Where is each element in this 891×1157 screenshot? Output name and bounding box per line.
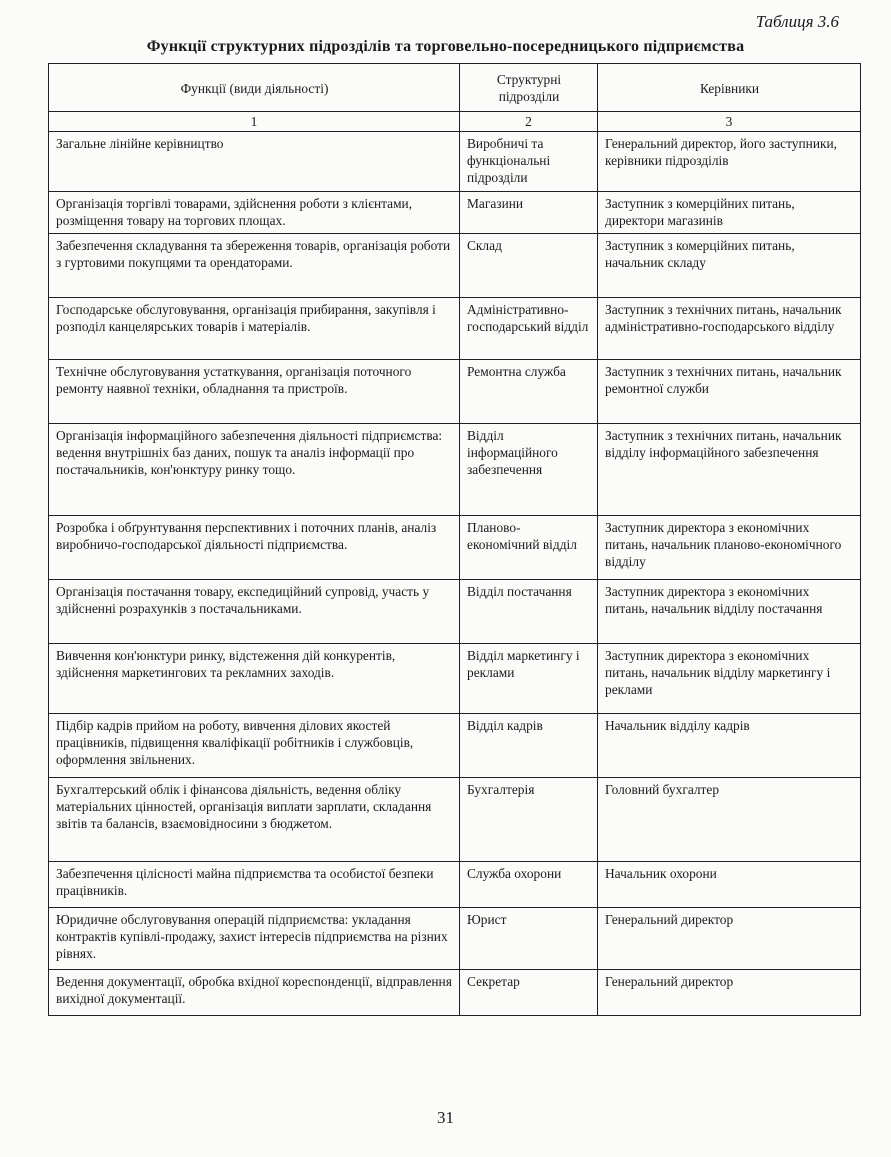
function-cell: Організація інформаційного забезпечення діяльності підприємства: ведення внутрішніх баз даних, пошук та аналіз інформації про постачальників, кон'юнктуру ринку тощо.: [49, 424, 460, 516]
function-cell: Бухгалтерський облік і фінансова діяльність, ведення обліку матеріальних цінностей, організація виплати зарплати, складання звітів та балансів, взаємовідносини з бюджетом.: [49, 778, 460, 862]
unit-cell: Відділ постачання: [460, 580, 598, 644]
table-row: [49, 970, 861, 1016]
function-cell: Ведення документації, обробка вхідної кореспонденції, відправлення вихідної документації.: [49, 970, 460, 1016]
header-functions: Функції (види діяльності): [49, 64, 460, 112]
manager-cell: Головний бухгалтер: [598, 778, 861, 862]
header-units: Структурні підрозділи: [460, 64, 598, 112]
manager-cell: Заступник з технічних питань, начальник відділу інформаційного забезпечення: [598, 424, 861, 516]
table-row: [49, 234, 861, 298]
unit-cell: Ремонтна служба: [460, 360, 598, 424]
table-row: [49, 778, 861, 862]
function-cell: Вивчення кон'юнктури ринку, відстеження дій конкурентів, здійснення маркетингових та рекламних заходів.: [49, 644, 460, 714]
table-row: [49, 908, 861, 970]
function-cell: Підбір кадрів прийом на роботу, вивчення ділових якостей працівників, підвищення кваліфікації робітників і службовців, оформлення звільнених.: [49, 714, 460, 778]
manager-cell: Генеральний директор, його заступники, керівники підрозділів: [598, 132, 861, 192]
function-cell: Загальне лінійне керівництво: [49, 132, 460, 192]
table-row: [49, 192, 861, 234]
function-cell: Господарське обслуговування, організація прибирання, закупівля і розподіл канцелярських товарів і матеріалів.: [49, 298, 460, 360]
table-row: [49, 298, 861, 360]
manager-cell: Заступник з комерційних питань, директори магазинів: [598, 192, 861, 234]
table-header-row: [49, 64, 861, 112]
unit-cell: Відділ маркетингу і реклами: [460, 644, 598, 714]
manager-cell: Генеральний директор: [598, 970, 861, 1016]
unit-cell: Секретар: [460, 970, 598, 1016]
column-number: 2: [460, 112, 598, 132]
manager-cell: Заступник директора з економічних питань, начальник планово-економічного відділу: [598, 516, 861, 580]
unit-cell: Бухгалтерія: [460, 778, 598, 862]
header-managers: Керівники: [598, 64, 861, 112]
table-row: [49, 580, 861, 644]
manager-cell: Заступник з технічних питань, начальник ремонтної служби: [598, 360, 861, 424]
page-number: 31: [437, 1108, 454, 1127]
table-row: [49, 644, 861, 714]
table-row: [49, 132, 861, 192]
unit-cell: Юрист: [460, 908, 598, 970]
table-label: Таблиця 3.6: [755, 12, 839, 31]
manager-cell: Заступник з технічних питань, начальник адміністративно-господарського відділу: [598, 298, 861, 360]
manager-cell: Заступник директора з економічних питань, начальник відділу постачання: [598, 580, 861, 644]
table-title: Функції структурних підрозділів та торговельно-посередницького підприємства: [146, 38, 745, 55]
unit-cell: Склад: [460, 234, 598, 298]
functions-table: [48, 63, 861, 1016]
table-row: [49, 424, 861, 516]
function-cell: Забезпечення цілісності майна підприємства та особистої безпеки працівників.: [49, 862, 460, 908]
manager-cell: Начальник відділу кадрів: [598, 714, 861, 778]
unit-cell: Відділ кадрів: [460, 714, 598, 778]
unit-cell: Виробничі та функціональні підрозділи: [460, 132, 598, 192]
column-number-row: [49, 112, 861, 132]
unit-cell: Служба охорони: [460, 862, 598, 908]
column-number: 3: [598, 112, 861, 132]
manager-cell: Начальник охорони: [598, 862, 861, 908]
manager-cell: Заступник директора з економічних питань, начальник відділу маркетингу і реклами: [598, 644, 861, 714]
unit-cell: Адміністративно-господарський відділ: [460, 298, 598, 360]
column-number: 1: [49, 112, 460, 132]
unit-cell: Планово-економічний відділ: [460, 516, 598, 580]
manager-cell: Генеральний директор: [598, 908, 861, 970]
unit-cell: Магазини: [460, 192, 598, 234]
manager-cell: Заступник з комерційних питань, начальник складу: [598, 234, 861, 298]
function-cell: Юридичне обслуговування операцій підприємства: укладання контрактів купівлі-продажу, захист інтересів підприємства на різних рівнях.: [49, 908, 460, 970]
function-cell: Розробка і обґрунтування перспективних і поточних планів, аналіз виробничо-господарської діяльності підприємства.: [49, 516, 460, 580]
function-cell: Технічне обслуговування устаткування, організація поточного ремонту наявної техніки, обладнання та пристроїв.: [49, 360, 460, 424]
unit-cell: Відділ інформаційного забезпечення: [460, 424, 598, 516]
table-row: [49, 360, 861, 424]
function-cell: Забезпечення складування та збереження товарів, організація роботи з гуртовими покупцями та орендаторами.: [49, 234, 460, 298]
table-row: [49, 516, 861, 580]
function-cell: Організація постачання товару, експедиційний супровід, участь у здійсненні розрахунків з постачальниками.: [49, 580, 460, 644]
function-cell: Організація торгівлі товарами, здійснення роботи з клієнтами, розміщення товару на торгових площах.: [49, 192, 460, 234]
table-row: [49, 862, 861, 908]
table-row: [49, 714, 861, 778]
